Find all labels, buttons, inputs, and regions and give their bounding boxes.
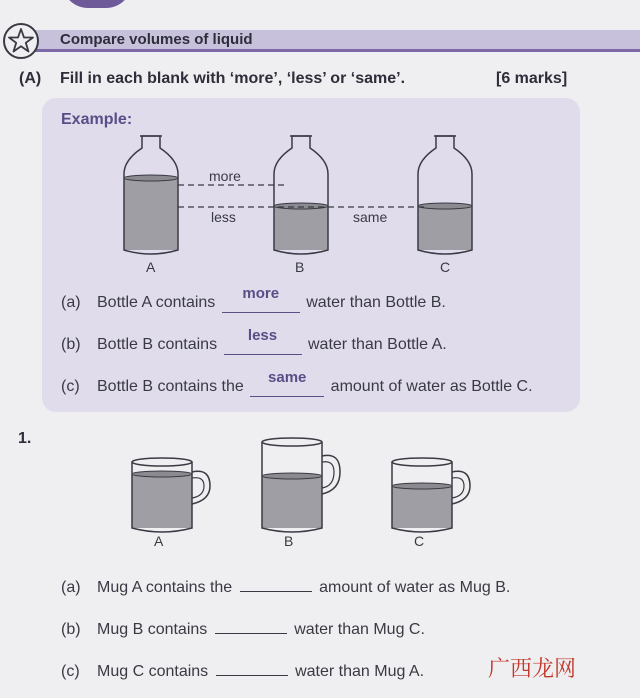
label-less: less [211, 209, 236, 225]
label-same: same [353, 209, 388, 225]
bottle-a-label: A [146, 259, 156, 275]
bottle-c-label: C [440, 259, 451, 275]
label-more: more [209, 168, 241, 184]
mug-b [262, 438, 340, 532]
mug-a-label: A [154, 533, 164, 549]
question-letter: (b) [61, 621, 81, 638]
answer-blank [222, 285, 300, 313]
example-question-b [61, 327, 447, 355]
answer-blank[interactable] [216, 661, 288, 676]
mugs-figure [128, 436, 478, 536]
answer-blank [224, 327, 302, 355]
bottle-b-label: B [295, 259, 305, 275]
question-text: amount of water as Mug B. [319, 579, 511, 596]
answer-blank[interactable] [215, 619, 287, 634]
question-text: amount of water as Bottle C. [330, 378, 533, 395]
question-text: water than Bottle A. [307, 336, 447, 353]
question-letter: (b) [61, 336, 81, 353]
bottle-c [418, 136, 472, 254]
answer-text: same [268, 369, 307, 386]
mug-b-label: B [284, 533, 294, 549]
watermark: 广西龙网 [488, 657, 577, 682]
question-letter: (c) [61, 378, 80, 395]
mug-c [392, 458, 470, 532]
page-title: Compare volumes of liquid [60, 31, 253, 48]
example-question-a [61, 285, 446, 313]
section-a-marks: [6 marks] [496, 70, 568, 87]
question-letter: (c) [61, 663, 80, 680]
answer-text: less [247, 327, 278, 344]
question-letter: (a) [61, 579, 81, 596]
section-a-label: (A) [19, 70, 42, 87]
page-top-tab [62, 0, 132, 8]
answer-blank[interactable] [240, 577, 312, 592]
question-text: Bottle A contains [97, 294, 216, 311]
example-question-c [61, 369, 533, 397]
question-number: 1. [18, 430, 32, 447]
bottle-a [124, 136, 178, 254]
question-text: Bottle B contains [97, 336, 218, 353]
bottles-figure [110, 130, 490, 260]
question-1b [61, 619, 425, 639]
star-icon [2, 22, 40, 60]
question-letter: (a) [61, 294, 81, 311]
question-text: water than Bottle B. [306, 294, 446, 311]
example-title: Example: [61, 111, 133, 128]
question-text: Mug B contains [97, 621, 208, 638]
question-text: water than Mug C. [294, 621, 425, 638]
question-1c [61, 661, 424, 681]
question-text: Mug C contains [97, 663, 209, 680]
question-text: Mug A contains the [97, 579, 233, 596]
bottle-b [274, 136, 328, 254]
section-a-instruction: Fill in each blank with ‘more’, ‘less’ or ‘same’. [60, 70, 406, 87]
mug-a [132, 458, 210, 532]
question-text: water than Mug A. [295, 663, 425, 680]
mug-c-label: C [414, 533, 425, 549]
answer-blank [250, 369, 324, 397]
question-text: Bottle B contains the [97, 378, 244, 395]
question-1a [61, 577, 510, 597]
answer-text: more [242, 285, 280, 302]
